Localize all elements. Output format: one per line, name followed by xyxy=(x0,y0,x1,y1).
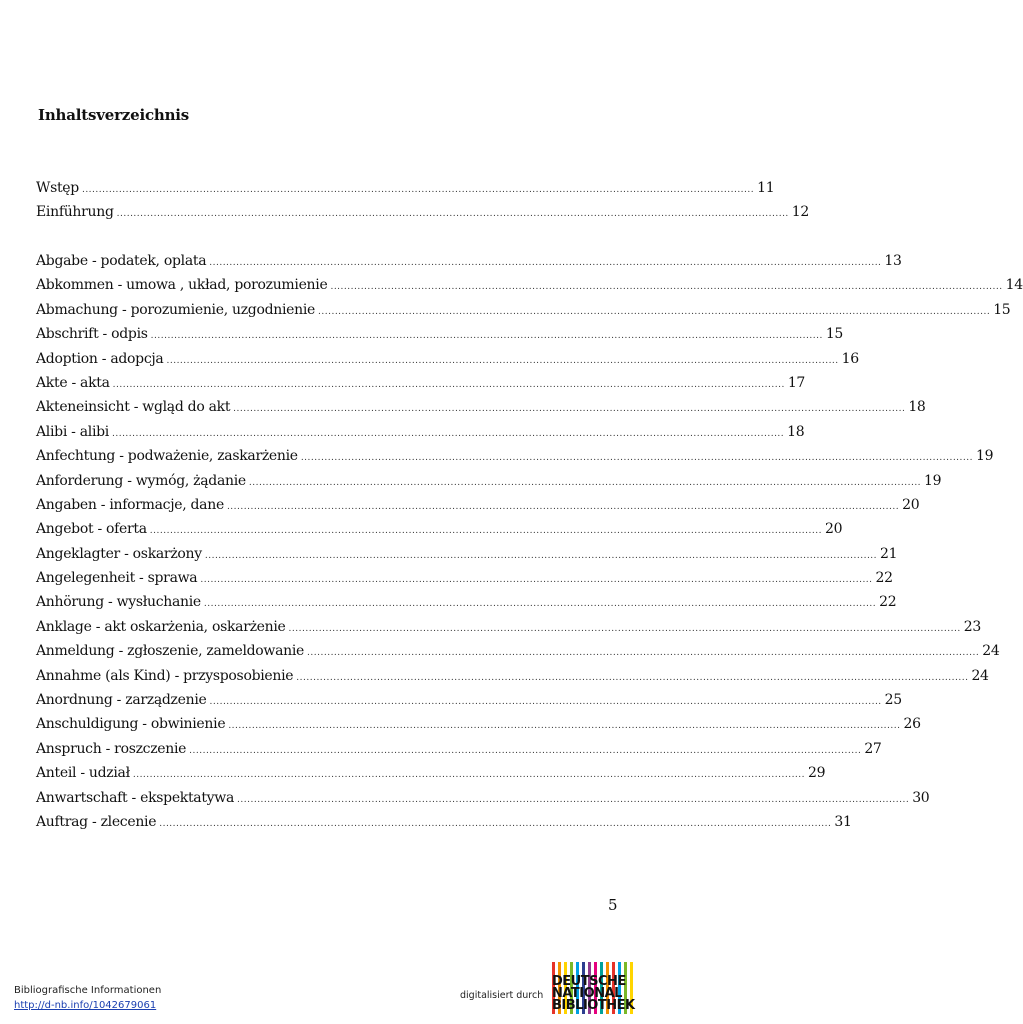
toc-entry-page: 24 xyxy=(971,667,989,684)
dnb-logo-line: DEUTSCHE xyxy=(552,974,626,989)
toc-leader-dots: ........................................................................................................................................................................................................ xyxy=(204,550,878,561)
toc-leader-dots: ........................................................................................................................................................................................................ xyxy=(228,721,901,732)
toc-entry-label: Wstęp xyxy=(36,180,79,196)
toc-entry-label: Abschrift - odpis xyxy=(36,326,148,343)
toc-entry-page: 18 xyxy=(908,399,926,416)
toc-leader-dots: ........................................................................................................................................................................................................ xyxy=(200,575,873,586)
digitized-by-label: digitalisiert durch xyxy=(460,990,544,1001)
toc-entry-page: 22 xyxy=(875,570,893,587)
toc-entry xyxy=(36,521,843,545)
toc-entry-label: Anforderung - wymóg, żądanie xyxy=(36,472,246,489)
toc-leader-dots: ........................................................................................................................................................................................................ xyxy=(203,599,877,610)
toc-entry-label: Adoption - adopcja xyxy=(36,350,164,367)
toc-entry xyxy=(36,301,1011,326)
toc-leader-dots: ........................................................................................................................................................................................................ xyxy=(116,209,789,220)
toc-entry xyxy=(36,594,897,618)
toc-leader-dots: ........................................................................................................................................................................................................ xyxy=(111,428,785,439)
toc-entry-page: 16 xyxy=(841,350,859,367)
toc-entry xyxy=(36,277,1023,301)
toc-leader-dots: ........................................................................................................................................................................................................ xyxy=(248,477,922,488)
toc-leader-dots: ........................................................................................................................................................................................................ xyxy=(300,453,973,464)
toc-entry xyxy=(36,765,826,789)
toc-entry-page: 15 xyxy=(993,301,1011,318)
toc-entry-label: Anmeldung - zgłoszenie, zameldowanie xyxy=(36,643,305,660)
toc-leader-dots: ........................................................................................................................................................................................................ xyxy=(296,672,969,683)
toc-entry-label: Anspruch - roszczenie xyxy=(36,740,187,757)
toc-entry xyxy=(36,253,902,277)
toc-entry-label: Annahme (als Kind) - przysposobienie xyxy=(36,667,294,684)
toc-entry-label: Angebot - oferta xyxy=(36,521,147,538)
toc-leader-dots: ........................................................................................................................................................................................................ xyxy=(112,379,785,390)
toc-entry-page: 27 xyxy=(864,740,882,757)
toc-leader-dots: ........................................................................................................................................................................................................ xyxy=(150,331,823,342)
dnb-logo-text xyxy=(552,976,644,1012)
toc-entry-page: 30 xyxy=(912,789,930,806)
toc-entry xyxy=(36,448,994,472)
toc-leader-dots: ........................................................................................................................................................................................................ xyxy=(159,818,832,829)
toc-leader-dots: ........................................................................................................................................................................................................ xyxy=(226,501,900,512)
toc-entry xyxy=(36,423,805,448)
toc-entry xyxy=(36,813,852,838)
toc-entry-label: Anschuldigung - obwinienie xyxy=(36,716,226,733)
toc-entry-label: Anklage - akt oskarżenia, oskarżenie xyxy=(36,618,286,635)
toc-entry-label: Angaben - informacje, dane xyxy=(36,496,224,513)
toc-leader-dots: ........................................................................................................................................................................................................ xyxy=(189,745,862,756)
toc-intro-list xyxy=(36,180,810,229)
toc-entry-page: 19 xyxy=(924,472,942,489)
toc-entry-page: 20 xyxy=(824,521,843,538)
toc-entry-label: Anwartschaft - ekspektatywa xyxy=(36,789,235,806)
toc-entry xyxy=(36,643,1000,667)
dnb-logo-line: NATIONAL xyxy=(552,986,622,1001)
toc-entry xyxy=(36,204,810,228)
toc-entry-page: 21 xyxy=(880,545,898,562)
toc-leader-dots: ........................................................................................................................................................................................................ xyxy=(237,794,910,805)
toc-entry xyxy=(36,472,942,497)
toc-entry-label: Alibi - alibi xyxy=(36,423,109,440)
toc-entry-label: Anordnung - zarządzenie xyxy=(36,692,207,709)
toc-entry-page: 14 xyxy=(1005,277,1023,294)
toc-entry-label: Einführung xyxy=(36,204,114,221)
toc-entry-page: 25 xyxy=(884,692,902,709)
toc-entry-label: Akteneinsicht - wgląd do akt xyxy=(36,399,231,416)
toc-leader-dots: ........................................................................................................................................................................................................ xyxy=(149,526,822,537)
toc-entry-label: Angeklagter - oskarżony xyxy=(36,545,202,562)
dnb-logo xyxy=(552,962,644,1014)
toc-entry xyxy=(36,399,926,423)
toc-entry-list xyxy=(36,253,1023,838)
bibliographic-info xyxy=(14,983,161,1013)
toc-entry xyxy=(36,374,806,399)
toc-leader-dots: ........................................................................................................................................................................................................ xyxy=(166,355,839,366)
toc-entry-label: Auftrag - zlecenie xyxy=(36,813,157,830)
toc-entry-page: 31 xyxy=(834,813,852,830)
toc-entry-page: 18 xyxy=(787,423,805,440)
page-title: Inhaltsverzeichnis xyxy=(38,106,190,124)
toc-entry xyxy=(36,326,844,350)
toc-entry-label: Angelegenheit - sprawa xyxy=(36,570,198,587)
toc-entry xyxy=(36,692,902,716)
toc-entry-label: Anteil - udział xyxy=(36,765,130,782)
toc-entry-page: 20 xyxy=(902,496,920,513)
toc-leader-dots: ........................................................................................................................................................................................................ xyxy=(132,770,806,781)
toc-entry xyxy=(36,789,930,814)
toc-entry-page: 11 xyxy=(757,180,775,196)
toc-entry xyxy=(36,618,981,643)
toc-entry xyxy=(36,570,893,594)
toc-leader-dots: ........................................................................................................................................................................................................ xyxy=(209,697,882,708)
toc-entry-label: Abkommen - umowa , układ, porozumienie xyxy=(36,277,328,294)
toc-entry xyxy=(36,496,920,521)
toc-entry-label: Akte - akta xyxy=(36,374,110,391)
toc-entry-page: 15 xyxy=(825,326,844,343)
toc-leader-dots: ........................................................................................................................................................................................................ xyxy=(288,623,961,634)
toc-entry-page: 17 xyxy=(787,374,806,391)
toc-leader-dots: ........................................................................................................................................................................................................ xyxy=(307,648,980,659)
dnb-link[interactable]: http://d-nb.info/1042679061 xyxy=(14,1000,157,1011)
toc-leader-dots: ........................................................................................................................................................................................................ xyxy=(330,282,1003,293)
toc-entry-page: 22 xyxy=(879,594,897,611)
toc-entry-label: Anhörung - wysłuchanie xyxy=(36,594,201,611)
toc-entry-label: Abmachung - porozumienie, uzgodnienie xyxy=(36,301,316,318)
toc-entry xyxy=(36,180,775,204)
page-number: 5 xyxy=(608,896,618,914)
toc-entry-page: 24 xyxy=(982,643,1000,660)
toc-entry-page: 23 xyxy=(963,618,981,635)
toc-entry-page: 29 xyxy=(808,765,826,782)
toc-leader-dots: ........................................................................................................................................................................................................ xyxy=(233,404,906,415)
toc-entry-page: 19 xyxy=(975,448,994,465)
bibliographic-info-label: Bibliografische Informationen xyxy=(14,985,162,996)
toc-leader-dots: ........................................................................................................................................................................................................ xyxy=(81,185,755,195)
toc-entry xyxy=(36,667,989,692)
toc-entry-page: 12 xyxy=(791,204,810,221)
dnb-logo-line: BIBLIOTHEK xyxy=(552,998,635,1013)
toc-entry xyxy=(36,350,859,375)
toc-entry xyxy=(36,716,921,740)
toc-entry-page: 13 xyxy=(884,253,902,269)
toc-entry-page: 26 xyxy=(903,716,921,733)
toc-entry xyxy=(36,740,882,765)
toc-entry-label: Anfechtung - podważenie, zaskarżenie xyxy=(36,448,298,465)
toc-entry xyxy=(36,545,898,570)
toc-leader-dots: ........................................................................................................................................................................................................ xyxy=(209,258,882,268)
toc-entry-label: Abgabe - podatek, oplata xyxy=(36,253,207,269)
toc-leader-dots: ........................................................................................................................................................................................................ xyxy=(318,306,991,317)
